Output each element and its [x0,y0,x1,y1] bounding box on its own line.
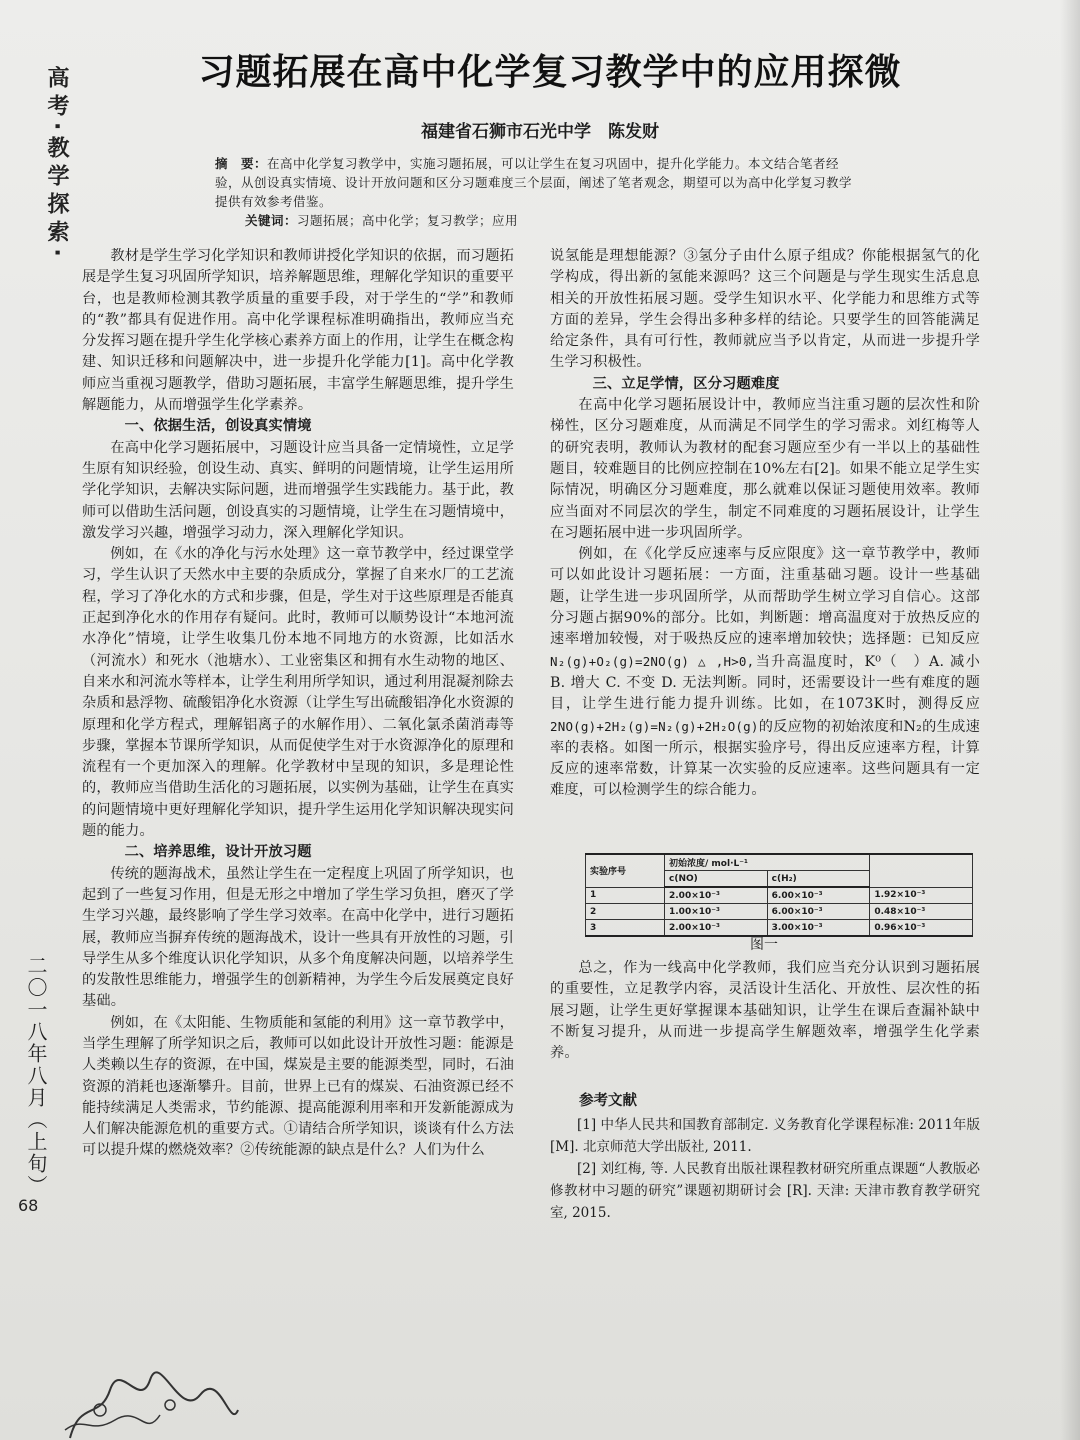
text-run: 例如，在《化学反应速率与反应限度》这一章节教学中，教师可以如此设计习题拓展：一方面，注重基础习题。设计一些基础题，让学生进一步巩固所学，从而帮助学生树立学习自信心。这部分习题占据90%的部分。比如，判断题：增高温度对于放热反应的速率增加较慢，对于吸热反应的速率增加较快；选择题：已知反应 [550,546,980,648]
article-title: 习题拓展在高中化学复习教学中的应用探微 [198,52,902,93]
running-head: 高考·教学探索· [44,66,69,263]
paragraph: 说氢能是理想能源？③氢分子由什么原子组成？你能根据氢气的化学构成，得出新的氢能来源吗？这三个问题是与学生现实生活息息相关的开放性拓展习题。受学生知识水平、化学能力和思维方式等方面的差异，学生会得出多种多样的结论。只要学生的回答能满足给定条件，具有可行性，教师就应当予以肯定，从而进一步提升学生学习积极性。 [550,248,980,371]
keywords-line [215,211,855,230]
header-cell: 实验序号 [586,854,665,887]
reference-item: [2] 刘红梅, 等. 人民教育出版社课程教材研究所重点课题“人教版必修教材中习题的研究”课题初期研讨会 [R]. 天津: 天津市教育教学研究室, 2015. [550,1161,980,1221]
abstract-label: 摘 要： [215,156,268,171]
table-cell: 3.00×10⁻³ [767,920,870,937]
keywords-text: 习题拓展；高中化学；复习教学；应用 [297,213,519,228]
equation-1: N₂(g)+O₂(g)=2NO(g) △ ,H>0, [550,653,755,669]
paragraph: 教材是学生学习化学知识和教师讲授化学知识的依据，而习题拓展是学生复习巩固所学知识，培养解题思维，理解化学知识的重要平台，也是教师检测其教学质量的重要手段，对于学生的“学”和教师的“教”都具有促进作用。高中化学课程标准明确指出，教师应当充分发挥习题在提升学生化学核心素养方面上的作用，让学生在概念构建、知识迁移和问题解决中，进一步提升化学能力[1]。高中化学教师应当重视习题教学，借助习题拓展，丰富学生解题思维，提升学生解题能力，从而增强学生化学素养。 [82,248,514,414]
page-edge-shadow [1060,0,1080,1440]
figure-table [585,853,973,937]
paragraph: 总之，作为一线高中化学教师，我们应当充分认识到习题拓展的重要性，立足教学内容，灵活设计生活化、开放性、层次性的拓展习题，让学生更好掌握课本基础知识，让学生在课后查漏补缺中不断复习提升，从而进一步提高学生解题效率，增强学生化学素养。 [550,960,980,1062]
table-cell: 6.00×10⁻³ [767,904,870,920]
issue-date: 二〇一八年八月（上旬） [24,955,48,1197]
table-cell: 2.00×10⁻³ [665,887,768,904]
paragraph [550,544,980,802]
abstract-block [215,154,855,230]
right-column [550,246,980,802]
header-cell: c(H₂) [767,871,870,888]
table-row [586,920,973,937]
table-row [586,904,973,920]
references-block [550,1090,980,1224]
table-row [586,887,973,904]
keywords-label: 关键词： [245,213,298,228]
paragraph: 在高中化学习题拓展中，习题设计应当具备一定情境性，立足学生原有知识经验，创设生动、真实、鲜明的问题情境，让学生运用所学化学知识，去解决实际问题，进而增强学生实践能力。基于此，教师可以借助生活问题，创设真实的习题情境，让学生在习题情境中，激发学习兴趣，增强学习动力，深入理解化学知识。 [82,439,514,541]
paragraph: 例如，在《水的净化与污水处理》这一章节教学中，经过课堂学习，学生认识了天然水中主要的杂质成分，掌握了自来水厂的工艺流程，学习了净化水的方式和步骤，但是，学生对于这些原理是否能真正起到净化水的作用存有疑问。此时，教师可以顺势设计“本地河流水净化”情境，让学生收集几份本地不同地方的水资源，比如活水（河流水）和死水（池塘水）、工业密集区和拥有水生动物的地区、自来水和河流水等样本，让学生利用所学知识，通过利用混凝剂除去杂质和悬浮物、硫酸铝净化水资源（让学生写出硫酸铝净化水资源的原理和化学方程式，理解铝离子的水解作用）、二氧化氯杀菌消毒等步骤，掌握本节课所学知识，从而促使学生对于水资源净化的原理和流程有一个更加深入的理解。化学教材中呈现的知识，多是理论性的，教师应当借助生活化的习题拓展，以实例为基础，让学生在真实的问题情境中更好理解化学知识，提升学生运用化学知识解决现实问题的能力。 [82,546,514,840]
table-cell: 6.00×10⁻³ [767,887,870,904]
table-cell: 1.92×10⁻³ [870,887,973,904]
table-cell: 2.00×10⁻³ [665,920,768,937]
section-heading-1: 一、依据生活，创设真实情境 [124,418,312,435]
abstract-text [215,154,855,211]
references-heading: 参考文献 [579,1093,637,1109]
table-cell: 0.96×10⁻³ [870,920,973,937]
table-cell: 2 [586,904,665,920]
paragraph: 例如，在《太阳能、生物质能和氢能的利用》这一章节教学中，当学生理解了所学知识之后，教师可以如此设计开放性习题：能源是人类赖以生存的资源，在中国，煤炭是主要的能源类型，同时，石油资源的消耗也逐渐攀升。目前，世界上已有的煤炭、石油资源已经不能持续满足人类需求，节约能源、提高能源利用率和开发新能源成为人们解决能源危机的重要方式。①请结合所学知识，谈谈有什么方法可以提升煤的燃烧效率？②传统能源的缺点是什么？人们为什么 [82,1014,514,1159]
decorative-pattern [60,1360,240,1440]
figure-caption: 图一 [750,937,778,953]
left-column [82,246,514,1162]
text-run: 当升高温度时，K⁰（ ）A. 减小 B. 增大 C. 不变 D. 无法判断。同时，还需要设计一些有难度的题目，让学生进行能力提升训练。比如，在1073K时，测得反应 [550,653,980,713]
page-number: 68 [18,1196,39,1215]
paragraph: 在高中化学习题拓展设计中，教师应当注重习题的层次性和阶梯性，区分习题难度，从而满足不同学生的学习需求。刘红梅等人的研究表明，教师认为教材的配套习题应至少有一半以上的基础性题目，较难题目的比例应控制在10%左右[2]。如果不能立足学生实际情况，明确区分习题难度，那么就难以保证习题使用效率。教师应当面对不同层次的学生，制定不同难度的习题拓展设计，让学生在习题拓展中进一步巩固所学。 [550,397,980,541]
section-heading-3: 三、立足学情，区分习题难度 [592,375,780,392]
table-cell: 0.48×10⁻³ [870,904,973,920]
table-cell: 1 [586,887,665,904]
rate-table [585,853,973,937]
section-heading-2: 二、培养思维，设计开放习题 [124,844,312,861]
paragraph: 传统的题海战术，虽然让学生在一定程度上巩固了所学知识，也起到了一些复习作用，但是无形之中增加了学生学习负担，磨灭了学生学习兴趣，最终影响了学生学习效率。在高中化学中，进行习题拓展，教师应当摒弃传统的题海战术，设计一些具有开放性的习题，引导学生从多个维度认识化学知识，从多个角度解决问题，以培养学生的发散性思维能力，增强学生的创新精神，为学生今后发展奠定良好基础。 [82,865,514,1010]
table-header-row [586,854,973,871]
header-cell: c(NO) [665,871,768,888]
abstract-body: 在高中化学复习教学中，实施习题拓展，可以让学生在复习巩固中，提升化学能力。本文结合笔者经验，从创设真实情境、设计开放问题和区分习题难度三个层面，阐述了笔者观念，期望可以为高中化学复习教学提供有效参考借鉴。 [215,156,853,209]
reference-item: [1] 中华人民共和国教育部制定. 义务教育化学课程标准: 2011年版 [M]. 北京师范大学出版社, 2011. [550,1117,980,1155]
header-cell [870,854,973,887]
author-line: 福建省石狮市石光中学 陈发财 [421,122,659,142]
header-cell: 初始浓度/ mol·L⁻¹ [665,854,870,871]
equation-2: 2NO(g)+2H₂(g)=N₂(g)+2H₂O(g) [550,718,759,734]
text-run: 的反应物的初始浓度和N₂的生成速率的表格。如图一所示，根据实验序号，得出反应速率方程，计算反应的速率常数，计算某一次实验的反应速率。这些问题具有一定难度，可以检测学生的综合能力。 [550,718,980,799]
table-cell: 3 [586,920,665,937]
table-cell: 1.00×10⁻³ [665,904,768,920]
conclusion-block [550,958,980,1064]
